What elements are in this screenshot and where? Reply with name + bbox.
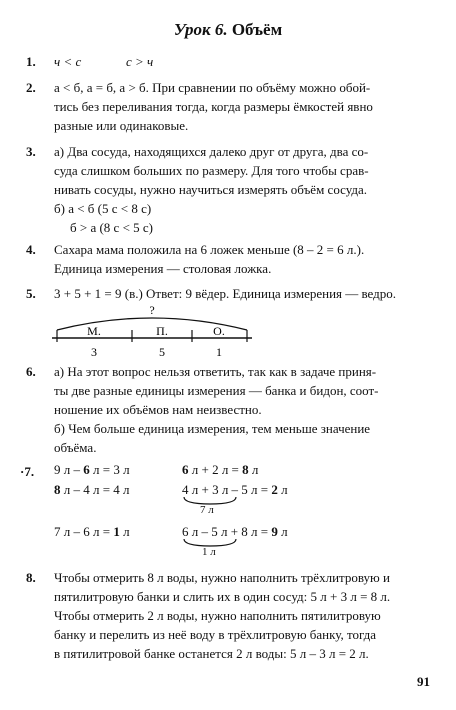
- answer-8: [26, 568, 430, 663]
- answer-1: [26, 52, 430, 71]
- value-5: 5: [159, 345, 165, 359]
- eq-part: л: [119, 524, 130, 539]
- eq-part: л – 4 л = 4 л: [60, 482, 130, 497]
- text-line: ты две разные единицы измерения — банка и бидон, соот-: [54, 383, 379, 398]
- item-number: 2.: [26, 80, 36, 95]
- text-line: разные или одинаковые.: [54, 118, 189, 133]
- item-number: 3.: [26, 144, 36, 159]
- title-lesson: Урок 6.: [173, 20, 228, 39]
- eq-part: 8: [242, 462, 249, 477]
- text-line: 3 + 5 + 1 = 9 (в.) Ответ: 9 вёдер. Единица измерения — ведро.: [54, 286, 397, 301]
- brace-label: 1 л: [202, 546, 216, 558]
- answer-1-left: ч < с: [54, 54, 82, 69]
- eq-part: 4 л + 3 л – 5 л =: [182, 482, 272, 497]
- label-o: О.: [213, 324, 225, 338]
- eq-part: л: [248, 462, 259, 477]
- eq-part: л: [277, 524, 288, 539]
- eq-part: л + 2 л =: [188, 462, 243, 477]
- equation: [54, 524, 130, 540]
- answer-6: [26, 362, 430, 457]
- eq-part: 1: [113, 524, 120, 539]
- answer-1-right: с > ч: [126, 54, 154, 69]
- eq-part: 9: [271, 524, 278, 539]
- item-number: 1.: [26, 54, 36, 69]
- eq-part: 9 л –: [54, 462, 84, 477]
- eq-part: 7 л – 6 л =: [54, 524, 114, 539]
- brace-label: 7 л: [200, 504, 214, 516]
- segment-diagram: [52, 302, 252, 360]
- text-line: пятилитровую банки и слить их в один сосуд: 5 л + 3 л = 8 л.: [54, 589, 391, 604]
- equation: [54, 482, 130, 498]
- text-line: тись без переливания тогда, когда размеры ёмкостей явно: [54, 99, 373, 114]
- item-number: 8.: [26, 570, 36, 585]
- text-line: а) Два сосуда, находящихся далеко друг от друга, два со-: [54, 144, 369, 159]
- eq-part: 6: [83, 462, 90, 477]
- eq-part: 2: [271, 482, 278, 497]
- value-1: 1: [216, 345, 222, 359]
- answer-5: [26, 284, 430, 303]
- item-number: ·7.: [20, 464, 35, 479]
- page-number: 91: [417, 674, 430, 689]
- text-line: нивать сосуды, нужно научиться измерять объём сосуда.: [54, 182, 368, 197]
- text-line: ношение их объёмов нам неизвестно.: [54, 402, 262, 417]
- title-topic: Объём: [231, 20, 283, 39]
- value-3: 3: [91, 345, 97, 359]
- answer-3: [26, 142, 430, 237]
- text-line: в пятилитровой банке останется 2 л воды: 5 л – 3 л = 2 л.: [54, 646, 369, 661]
- text-line: а < б, а = б, а > б. При сравнении по объёму можно обой-: [54, 80, 371, 95]
- text-line: б > а (8 с < 5 с): [70, 220, 153, 235]
- eq-part: 6 л – 5 л + 8 л =: [182, 524, 272, 539]
- answer-2: [26, 78, 430, 135]
- text-line: объёма.: [54, 440, 97, 455]
- text-line: Чтобы отмерить 2 л воды, нужно наполнить пятилитровую: [54, 608, 381, 623]
- eq-part: 8: [54, 482, 61, 497]
- answer-4: [26, 240, 430, 278]
- eq-part: л = 3 л: [89, 462, 130, 477]
- text-line: Единица измерения — столовая ложка.: [54, 261, 272, 276]
- item-number: 4.: [26, 242, 36, 257]
- text-line: а) На этот вопрос нельзя ответить, так как в задаче приня-: [54, 364, 377, 379]
- equation: [54, 462, 130, 478]
- text-line: б) а < б (5 с < 8 с): [54, 201, 152, 216]
- label-m: М.: [87, 324, 101, 338]
- text-line: Сахара мама положила на 6 ложек меньше (8 – 2 = 6 л.).: [54, 242, 365, 257]
- equation: [182, 462, 258, 478]
- text-line: суда слишком больших по размеру. Для того чтобы срав-: [54, 163, 369, 178]
- page-title: [0, 20, 456, 40]
- question-mark: ?: [149, 303, 155, 317]
- item-number: 5.: [26, 286, 36, 301]
- item-number: 6.: [26, 364, 36, 379]
- eq-part: 6: [182, 462, 189, 477]
- eq-part: л: [277, 482, 288, 497]
- text-line: Чтобы отмерить 8 л воды, нужно наполнить трёхлитровую и: [54, 570, 390, 585]
- text-line: б) Чем больше единица измерения, тем меньше значение: [54, 421, 371, 436]
- text-line: банку и перелить из неё воду в трёхлитровую банку, тогда: [54, 627, 377, 642]
- label-p: П.: [156, 324, 168, 338]
